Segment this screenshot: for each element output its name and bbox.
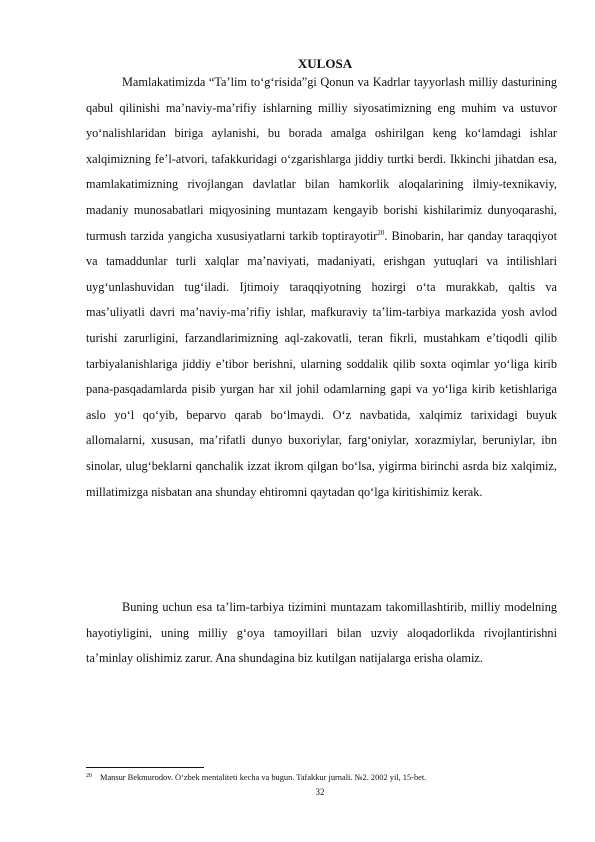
paragraph-1-continuation: . Binobarin, har qanday taraqqiyot va tamaddunlar turli xalqlar ma’naviyati, madaniyati, erishgan yutuqlari va intilishlari uyg‘unlashuvidan tug‘iladi. Ijtimoiy taraqqiyotning hozirgi o‘ta murakkab, qaltis va mas’uliyatli davri ma’naviy-ma’rifiy ishlar, mafkuraviy ta’lim-tarbiya markazida yosh avlod turishi zarurligini, farzandlarimizning aql-zakovatli, teran fikrli, mustahkam e’tiqodli qilib tarbiyalanishlariga jiddiy e’tibor berishni, ularning soddalik qilib soxta oqimlar yo‘liga kirib pana-pasqadamlarda pisib yurgan har xil johil odamlarning gapi va yo‘liga kirib ketishlariga aslo yo‘l qo‘yib, beparvo qarab bo‘lmaydi. O‘z navbatida, xalqimiz tarixidagi buyuk allomalarni, xususan, ma’rifatli dunyo buxoriylar, farg‘oniylar, xorazmiylar, beruniylar, ibn sinolar, ulug‘beklarni qanchalik izzat ikrom qilgan bo‘lsa, yigirma birinchi asrda biz xalqimiz, millatimizga nisbatan ana shunday ehtiromni qaytadan qo‘lga kiritishimiz kerak. — [86, 228, 557, 499]
paragraph-1-text: Mamlakatimizda “Ta’lim to‘g‘risida”gi Qonun va Kadrlar tayyorlash milliy dasturining qabul qilinishi ma’naviy-ma’rifiy ishlarning milliy siyosatimizning eng muhim va ustuvor yo‘nalishlaridan biriga aylanishi, bu borada amalga oshirilgan keng ko‘lamdagi ishlar xalqimizning fe’l-atvori, tafakkuridagi o‘zgarishlarga jiddiy turtki berdi. Ikkinchi jihatdan esa, mamlakatimizning rivojlangan davlatlar bilan hamkorlik aloqalarining ilmiy-texnikaviy, madaniy munosabatlari miqyosining muntazam kengayib borishi kishilarimiz dunyoqarashi, turmush tarzida yangicha xususiyatlarni tarkib toptirayotir — [86, 75, 557, 243]
paragraph-1 — [86, 70, 557, 505]
page-number: 32 — [315, 787, 325, 797]
footnote-text: Mansur Bekmurodov. O‘zbek mentaliteti kecha va bugun. Tafakkur jurnali. №2. 2002 yil, 15-bet. — [100, 773, 427, 782]
paragraph-2: Buning uchun esa ta’lim-tarbiya tizimini muntazam takomillashtirib, milliy modelning hayotiyligini, uning milliy g‘oya tamoyillari bilan uzviy aloqadorlikda rivojlantirishni ta’minlay olishimiz zarur. Ana shundagina biz kutilgan natijalarga erisha olamiz. — [86, 600, 557, 666]
footnote-reference: 20 — [377, 228, 385, 237]
footnote-number: 20 — [86, 773, 92, 779]
page-title: XULOSA — [297, 56, 353, 71]
footnote — [86, 772, 566, 783]
footnote-divider — [86, 767, 204, 768]
